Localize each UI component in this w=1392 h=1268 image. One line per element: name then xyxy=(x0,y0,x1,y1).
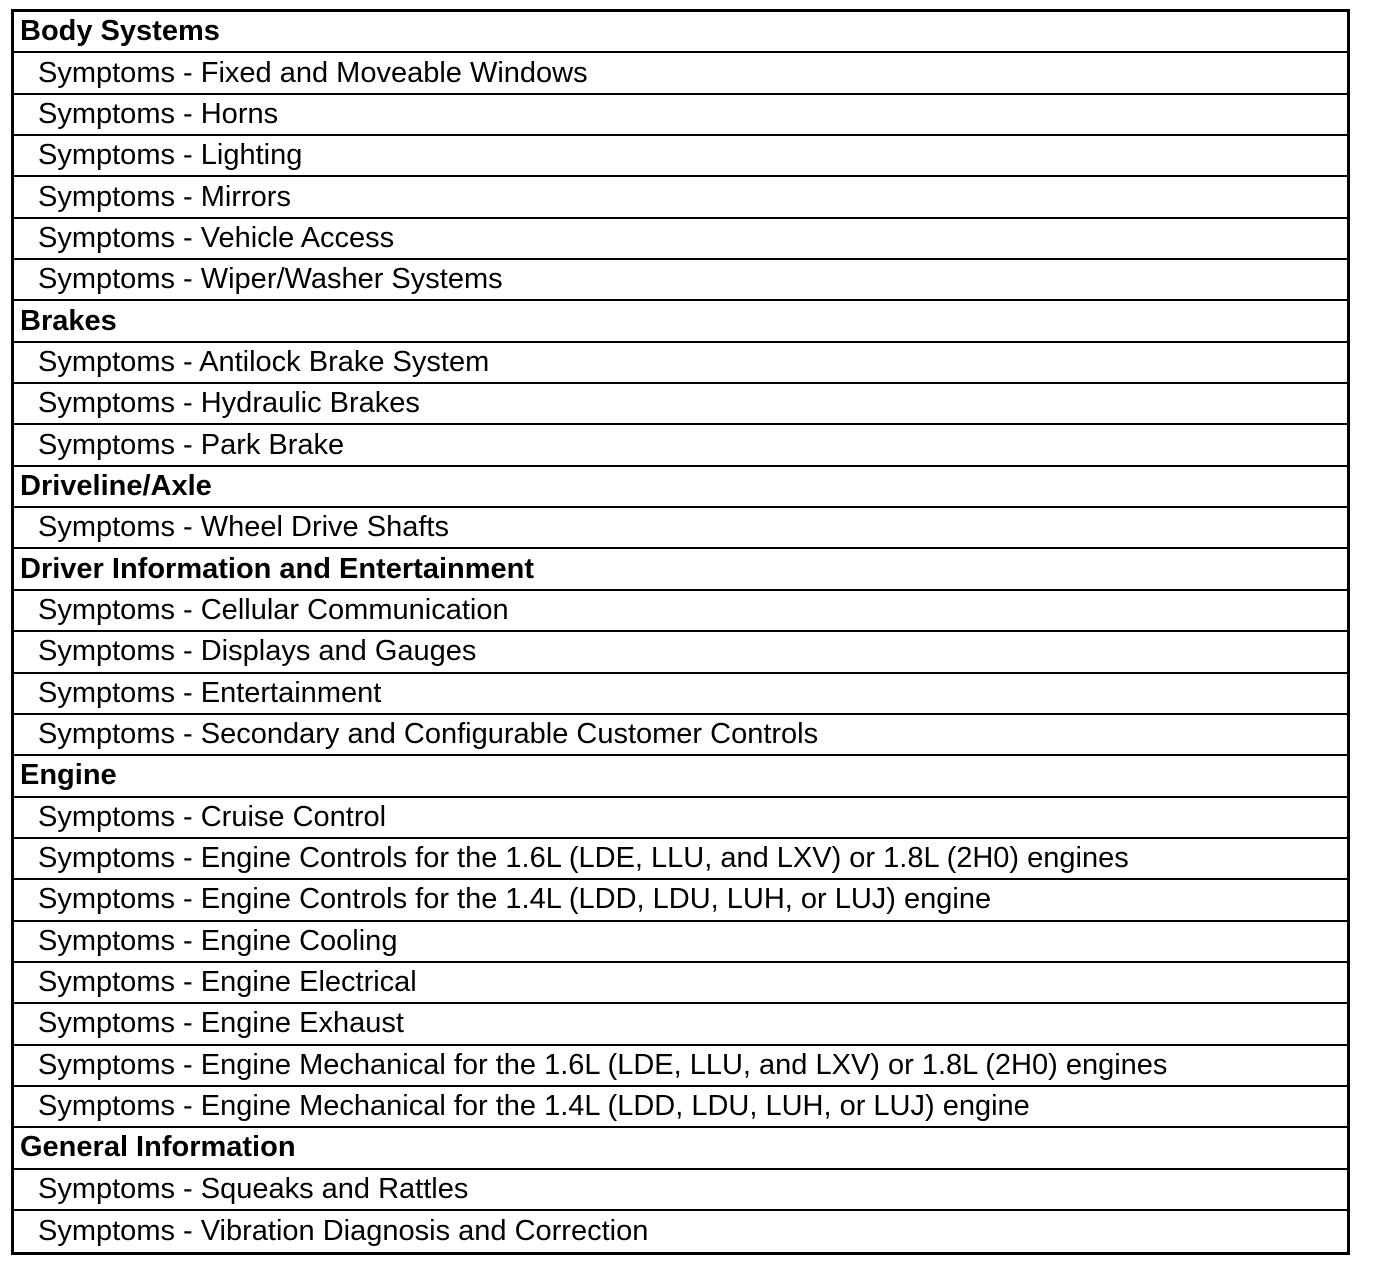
symptom-link[interactable]: Symptoms - Horns xyxy=(14,95,1347,136)
section-header-brakes[interactable]: Brakes xyxy=(14,301,1347,342)
section-header-body-systems[interactable]: Body Systems xyxy=(14,12,1347,53)
section-header-general-information[interactable]: General Information xyxy=(14,1128,1347,1169)
symptom-link[interactable]: Symptoms - Cellular Communication xyxy=(14,591,1347,632)
symptom-link[interactable]: Symptoms - Vibration Diagnosis and Correction xyxy=(38,1215,649,1248)
symptom-link[interactable]: Symptoms - Entertainment xyxy=(14,674,1347,715)
symptom-link[interactable]: Symptoms - Vehicle Access xyxy=(14,219,1347,260)
symptom-link[interactable]: Symptoms - Mirrors xyxy=(14,177,1347,218)
symptom-link[interactable]: Symptoms - Secondary and Configurable Customer Controls xyxy=(14,715,1347,756)
section-header-driveline-axle[interactable]: Driveline/Axle xyxy=(14,467,1347,508)
symptom-link[interactable]: Symptoms - Squeaks and Rattles xyxy=(14,1170,1347,1211)
symptom-link[interactable]: Symptoms - Antilock Brake System xyxy=(14,343,1347,384)
symptom-link[interactable]: Symptoms - Hydraulic Brakes xyxy=(14,384,1347,425)
symptom-link[interactable]: Symptoms - Engine Controls for the 1.4L (LDD, LDU, LUH, or LUJ) engine xyxy=(14,880,1347,921)
symptom-link[interactable]: Symptoms - Cruise Control xyxy=(14,798,1347,839)
symptom-link[interactable]: Symptoms - Engine Mechanical for the 1.6L (LDE, LLU, and LXV) or 1.8L (2H0) engines xyxy=(14,1046,1347,1087)
symptoms-index-table xyxy=(11,9,1350,1255)
symptom-link[interactable]: Symptoms - Displays and Gauges xyxy=(14,632,1347,673)
section-header-driver-information[interactable]: Driver Information and Entertainment xyxy=(14,549,1347,590)
symptom-link[interactable]: Symptoms - Park Brake xyxy=(14,425,1347,466)
symptom-link[interactable]: Symptoms - Wheel Drive Shafts xyxy=(14,508,1347,549)
symptom-link[interactable]: Symptoms - Engine Exhaust xyxy=(14,1004,1347,1045)
symptom-link[interactable]: Symptoms - Engine Mechanical for the 1.4L (LDD, LDU, LUH, or LUJ) engine xyxy=(14,1087,1347,1128)
symptom-link[interactable]: Symptoms - Engine Electrical xyxy=(14,963,1347,1004)
symptom-link[interactable]: Symptoms - Engine Cooling xyxy=(14,922,1347,963)
symptom-link[interactable]: Symptoms - Engine Controls for the 1.6L (LDE, LLU, and LXV) or 1.8L (2H0) engines xyxy=(14,839,1347,880)
section-header-engine[interactable]: Engine xyxy=(14,756,1347,797)
symptom-link[interactable]: Symptoms - Wiper/Washer Systems xyxy=(14,260,1347,301)
symptom-link[interactable]: Symptoms - Fixed and Moveable Windows xyxy=(14,53,1347,94)
symptom-link[interactable]: Symptoms - Lighting xyxy=(14,136,1347,177)
